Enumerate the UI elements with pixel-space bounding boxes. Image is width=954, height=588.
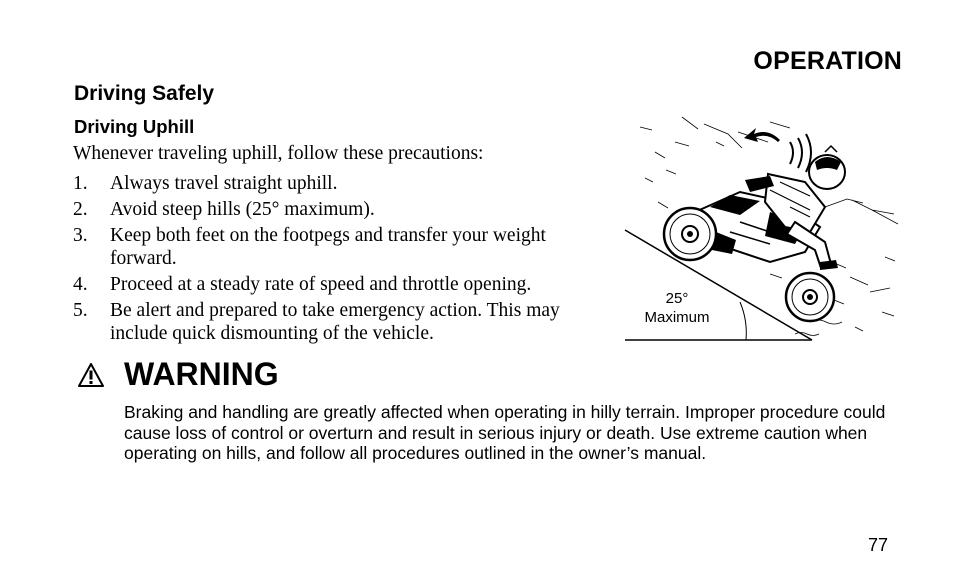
list-item [73, 299, 608, 345]
warning-title: WARNING [124, 356, 279, 392]
list-item [73, 172, 608, 195]
list-item-number: 5. [73, 300, 88, 321]
page-heading: Driving Safely [74, 82, 215, 105]
angle-value: 25° [665, 290, 689, 307]
list-item [73, 224, 608, 270]
list-item-number: 2. [73, 199, 88, 220]
list-item-text: Proceed at a steady rate of speed and throttle opening. [110, 274, 532, 295]
list-item-number: 3. [73, 225, 88, 246]
rear-wheel-icon [786, 273, 834, 321]
intro-text: Whenever traveling uphill, follow these precautions: [73, 143, 484, 164]
page-number: 77 [867, 535, 888, 555]
warning-triangle-icon [78, 363, 104, 387]
angle-caption-text: Maximum [644, 309, 710, 326]
atv-rider-icon [695, 146, 845, 270]
subheading: Driving Uphill [74, 116, 195, 137]
front-wheel-icon [664, 208, 716, 260]
angle-caption [634, 289, 720, 327]
motion-lines [790, 134, 811, 172]
section-title: OPERATION [753, 47, 902, 75]
list-item [73, 273, 608, 296]
list-item-number: 4. [73, 274, 88, 295]
warning-text: Braking and handling are greatly affected when operating in hilly terrain. Improper procedure could cause loss of control or overturn and result in serious injury or death. Use extreme caution when operating on hills, and follow all procedures outlined in the owner’s manual. [124, 402, 886, 463]
list-item-text: Keep both feet on the footpegs and transfer your weight forward. [110, 225, 546, 269]
list-item-number: 1. [73, 173, 88, 194]
list-item-text: Be alert and prepared to take emergency action. This may include quick dismounting of the vehicle. [110, 300, 560, 344]
list-item [73, 198, 608, 221]
precautions-list [73, 172, 608, 348]
angle-arc [740, 302, 746, 340]
list-item-text: Avoid steep hills (25° maximum). [110, 199, 375, 220]
list-item-text: Always travel straight uphill. [110, 173, 338, 194]
